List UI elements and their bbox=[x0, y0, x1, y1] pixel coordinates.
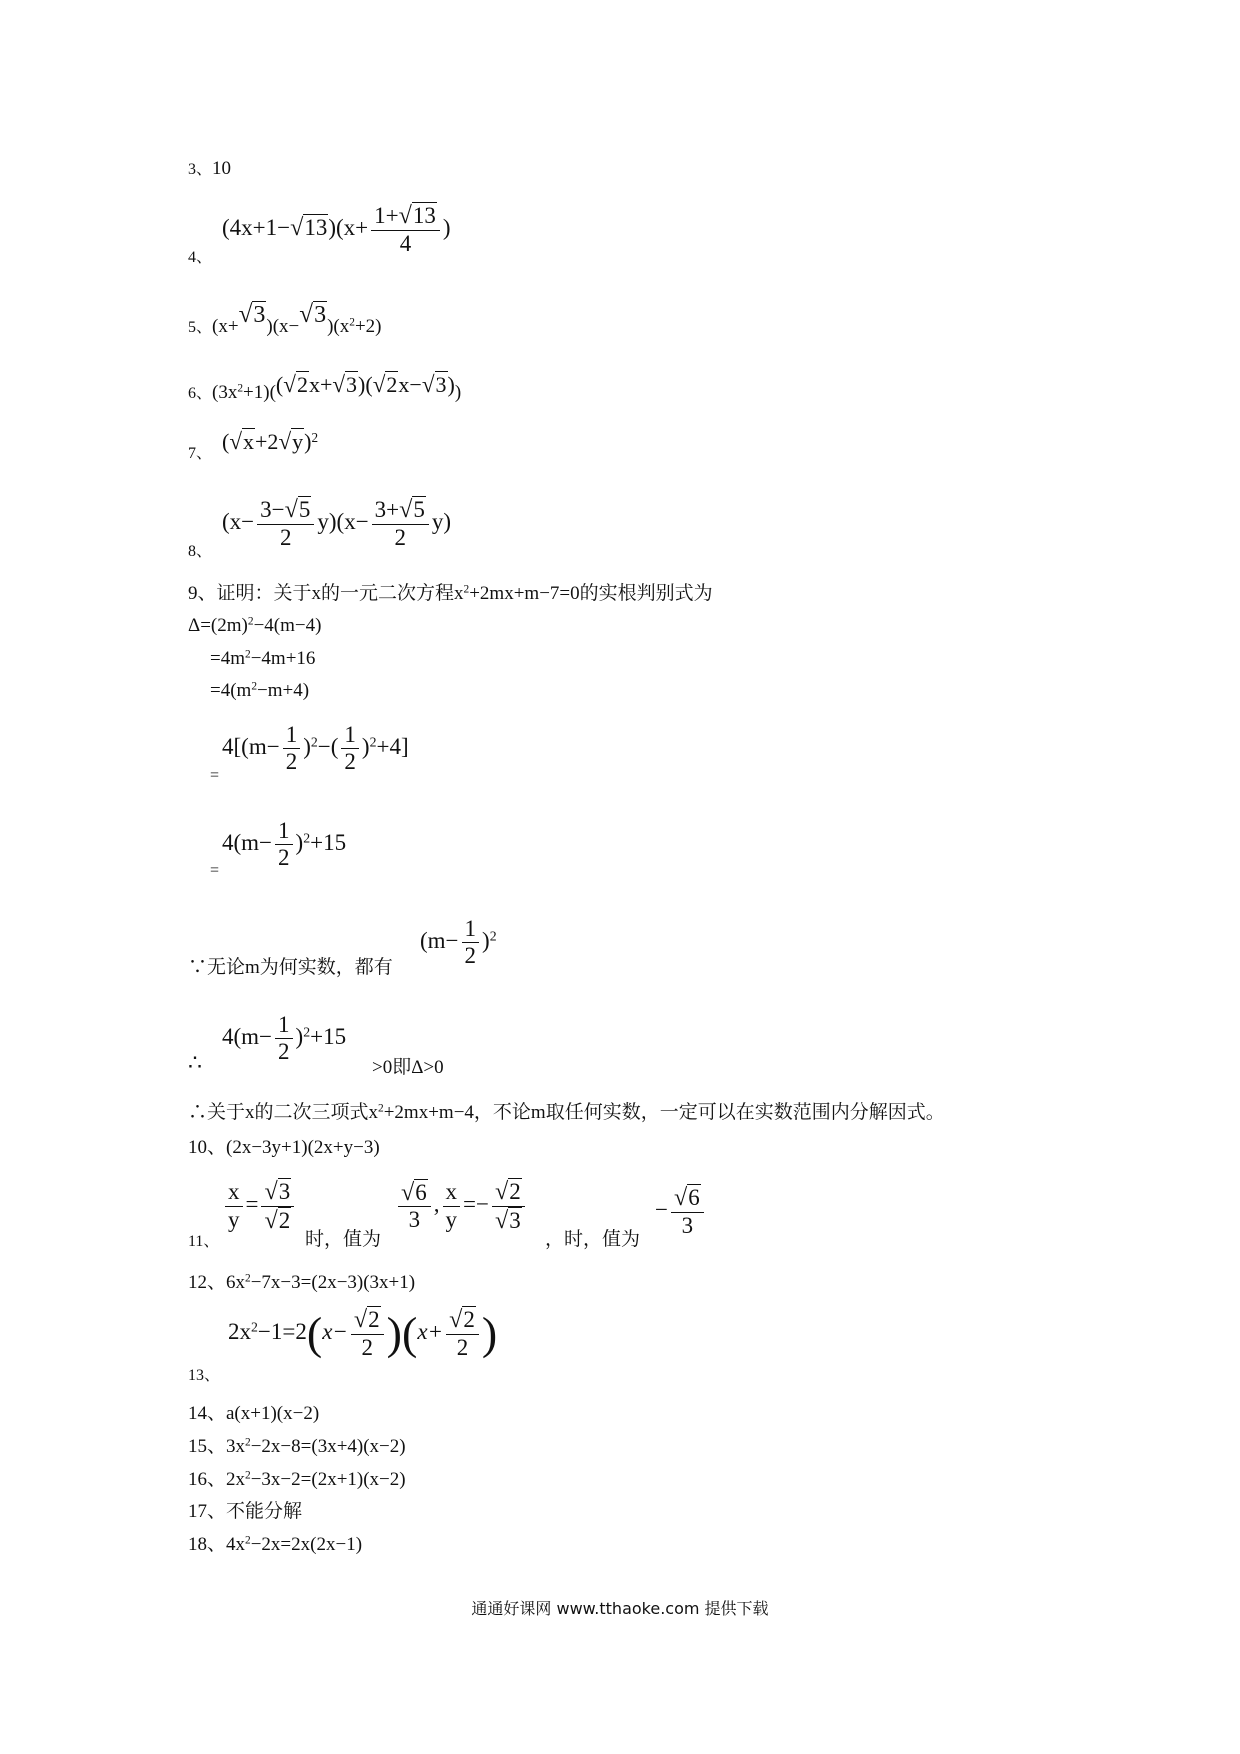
answer-4-label: 4、 bbox=[188, 249, 213, 266]
answer-5: 5、$(x+√3)(x-√3)(x^2+2)$ bbox=[188, 301, 382, 337]
answer-3: 3、10 bbox=[188, 158, 232, 179]
therefore-symbol: ∴ bbox=[188, 1050, 202, 1075]
answer-13-expression: $2x^2-1=2(x-$ $\frac{√2}{2}$ )(x+ $\frac{√2}{2}$ ) bbox=[228, 1306, 498, 1360]
answer-8-label: 8、 bbox=[188, 543, 213, 560]
answer-11-eq3: − $\frac{√6}{3}$ bbox=[655, 1184, 707, 1239]
delta-positive: >0即Δ>0 bbox=[372, 1057, 444, 1078]
answer-9-intro: 9、证明：关于x的一元二次方程$x^2+2mx+m-7=0$的实根判别式为 bbox=[188, 583, 713, 604]
answer-4-expression: (4x+1−√13)(x+ $\frac{1+√13}{4}$ ) bbox=[222, 202, 451, 256]
answer-11-label: 11、 bbox=[188, 1233, 220, 1250]
because-expression: (m− $\frac{1}{2}$ )$^2$ bbox=[420, 916, 497, 969]
answer-11-text-1: 时，值为 bbox=[305, 1229, 382, 1250]
fraction: $\frac{1+√13}{4}$ bbox=[371, 202, 440, 257]
sqrt: √13 bbox=[290, 213, 328, 241]
answer-8-expression: (x− $\frac{3-√5}{2}$ y)(x− $\frac{3+√5}{2}$ y) bbox=[222, 496, 452, 550]
answer-16: 16、$2x^2-3x-2=(2x+1)(x-2)$ bbox=[188, 1469, 406, 1490]
equals-sign: = bbox=[210, 767, 220, 784]
equals-sign: = bbox=[210, 862, 220, 879]
answer-12: 12、$6x^2-7x-3=(2x-3)(3x+1)$ bbox=[188, 1272, 416, 1293]
discriminant-line-4: 4[(m− $\frac{1}{2}$ )$^2$−( $\frac{1}{2}$ )$^2$+4] bbox=[222, 722, 409, 775]
answer-17: 17、不能分解 bbox=[188, 1501, 303, 1522]
answer-10: 10、(2x−3y+1)(2x+y−3) bbox=[188, 1137, 380, 1158]
discriminant-line-3: $=4(m^2-m+4)$ bbox=[210, 680, 310, 701]
answer-6: 6、$(3x^2+1)((√2x+√3)(√2x-√3))$ bbox=[188, 371, 462, 403]
answer-11-eq2: $\frac{√6}{3}$ , $\frac{x}{y}$ =− $\frac{√2}{√3}$ bbox=[395, 1178, 528, 1235]
discriminant-line-1: $\Delta=(2m)^2-4(m-4)$ bbox=[188, 615, 322, 636]
because-line: ∵无论m为何实数，都有 bbox=[188, 957, 393, 978]
answer-15: 15、$3x^2-2x-8=(3x+4)(x-2)$ bbox=[188, 1436, 406, 1457]
answer-7-label: 7、 bbox=[188, 445, 213, 462]
answer-18: 18、$4x^2-2x=2x(2x-1)$ bbox=[188, 1534, 363, 1555]
answer-13-label: 13、 bbox=[188, 1367, 221, 1384]
discriminant-line-2: $=4m^2-4m+16$ bbox=[210, 648, 316, 669]
answer-11-eq1: $\frac{x}{y}$ = $\frac{√3}{√2}$ bbox=[222, 1178, 297, 1235]
therefore-expression: 4(m− $\frac{1}{2}$ )$^2$+15 bbox=[222, 1012, 347, 1065]
footer-watermark: 通通好课网 www.tthaoke.com 提供下载 bbox=[471, 1599, 769, 1618]
discriminant-line-5: 4(m− $\frac{1}{2}$ )$^2$+15 bbox=[222, 818, 347, 871]
answer-11-text-2: ，时，值为 bbox=[545, 1229, 641, 1250]
answer-14: 14、a(x+1)(x−2) bbox=[188, 1403, 320, 1424]
answer-7-expression: $(√x+2√y)^2$ bbox=[222, 428, 319, 454]
conclusion: ∴关于x的二次三项式$x^2+2mx+m-4$，不论m取任何实数，一定可以在实数范围内分解因式。 bbox=[188, 1102, 945, 1123]
